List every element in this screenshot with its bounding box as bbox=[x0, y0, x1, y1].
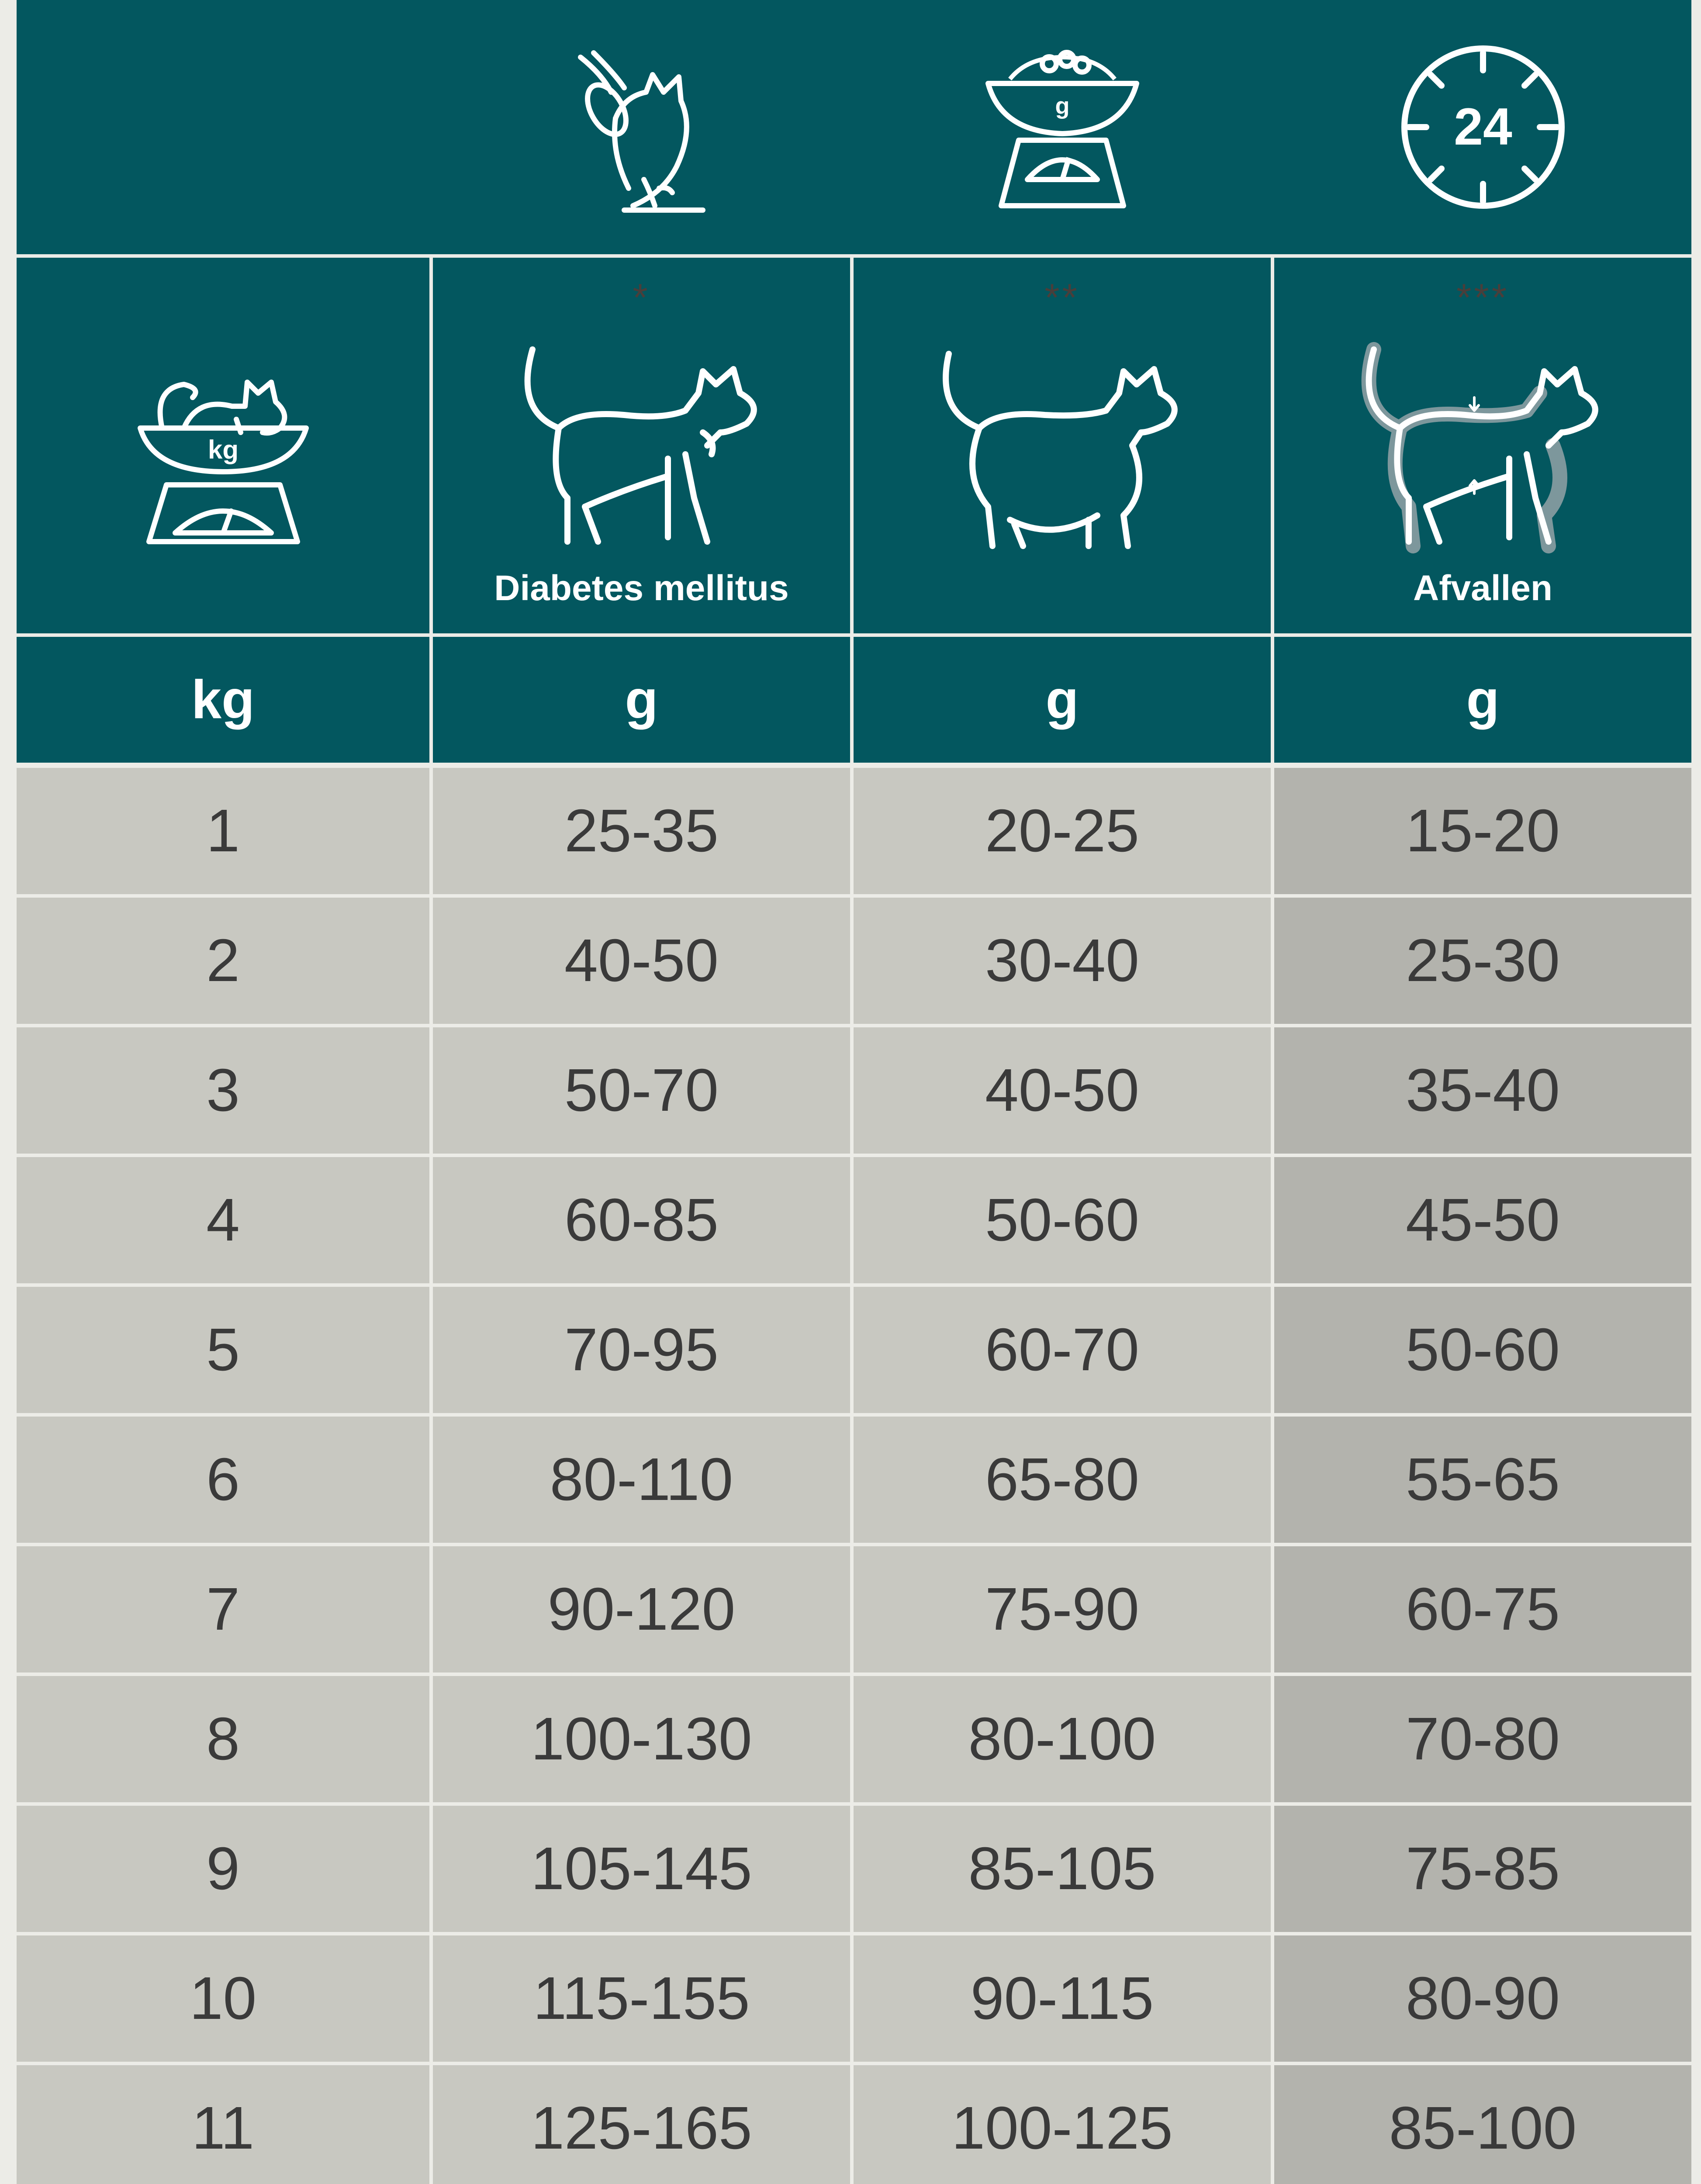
table-cell: 80-90 bbox=[1274, 1935, 1691, 2062]
unit-label: g bbox=[625, 670, 658, 730]
table-cell: 40-50 bbox=[433, 898, 850, 1024]
table-cell: 20-25 bbox=[854, 768, 1271, 894]
table-cell: 30-40 bbox=[854, 898, 1271, 1024]
cat-scale-label: kg bbox=[207, 435, 239, 464]
table-cell: 50-60 bbox=[854, 1157, 1271, 1283]
table-cell: 60-85 bbox=[433, 1157, 850, 1283]
table-cell: 90-120 bbox=[433, 1546, 850, 1673]
unit-header-2 bbox=[854, 637, 1271, 763]
table-cell: 4 bbox=[17, 1157, 429, 1283]
column-mark-2: ** bbox=[1044, 276, 1080, 319]
cat-on-scale-icon bbox=[131, 341, 315, 550]
table-cell: 80-110 bbox=[433, 1417, 850, 1543]
table-cell: 70-80 bbox=[1274, 1676, 1691, 1802]
table-cell: 11 bbox=[17, 2065, 429, 2184]
table-cell: 55-65 bbox=[1274, 1417, 1691, 1543]
food-scale-label: g bbox=[1055, 93, 1069, 119]
table-cell: 75-90 bbox=[854, 1546, 1271, 1673]
food-scale-icon bbox=[854, 0, 1271, 254]
table-cell: 35-40 bbox=[1274, 1027, 1691, 1154]
table-cell: 105-145 bbox=[433, 1806, 850, 1932]
table-cell: 9 bbox=[17, 1806, 429, 1932]
header-col-1 bbox=[433, 258, 850, 633]
icon-band-empty bbox=[17, 0, 429, 254]
table-cell: 7 bbox=[17, 1546, 429, 1673]
table-cell: 85-100 bbox=[1274, 2065, 1691, 2184]
table-cell: 60-70 bbox=[854, 1287, 1271, 1413]
header-cat-on-scale bbox=[17, 258, 429, 633]
unit-label: g bbox=[1045, 670, 1079, 730]
table-cell: 85-105 bbox=[854, 1806, 1271, 1932]
header-col-2 bbox=[854, 258, 1271, 633]
table-cell: 75-85 bbox=[1274, 1806, 1691, 1932]
table-cell: 5 bbox=[17, 1287, 429, 1413]
table-cell: 50-60 bbox=[1274, 1287, 1691, 1413]
cat-overweight-icon bbox=[923, 323, 1202, 568]
table-cell: 10 bbox=[17, 1935, 429, 2062]
table-cell: 100-125 bbox=[854, 2065, 1271, 2184]
cat-normal-icon bbox=[502, 323, 781, 568]
table-cell: 15-20 bbox=[1274, 768, 1691, 894]
column-caption-3: Afvallen bbox=[1413, 568, 1552, 608]
column-mark-1: * bbox=[633, 276, 650, 319]
table-cell: 50-70 bbox=[433, 1027, 850, 1154]
table-cell: 3 bbox=[17, 1027, 429, 1154]
table-cell: 40-50 bbox=[854, 1027, 1271, 1154]
table-cell: 80-100 bbox=[854, 1676, 1271, 1802]
table-cell: 60-75 bbox=[1274, 1546, 1691, 1673]
header-col-3 bbox=[1274, 258, 1691, 633]
table-cell: 8 bbox=[17, 1676, 429, 1802]
table-cell: 70-95 bbox=[433, 1287, 850, 1413]
table-cell: 2 bbox=[17, 898, 429, 1024]
table-cell: 65-80 bbox=[854, 1417, 1271, 1543]
unit-header-0 bbox=[17, 637, 429, 763]
table-cell: 6 bbox=[17, 1417, 429, 1543]
table-cell: 90-115 bbox=[854, 1935, 1271, 2062]
table-cell: 125-165 bbox=[433, 2065, 850, 2184]
clock-label: 24 bbox=[1453, 97, 1512, 156]
table-cell: 1 bbox=[17, 768, 429, 894]
unit-header-3 bbox=[1274, 637, 1691, 763]
table-cell: 45-50 bbox=[1274, 1157, 1691, 1283]
feeding-table bbox=[17, 0, 1684, 2184]
unit-header-1 bbox=[433, 637, 850, 763]
table-cell: 25-35 bbox=[433, 768, 850, 894]
unit-label: g bbox=[1466, 670, 1500, 730]
unit-label: kg bbox=[191, 670, 255, 730]
column-mark-3: *** bbox=[1456, 276, 1509, 319]
table-cell: 115-155 bbox=[433, 1935, 850, 2062]
column-caption-1: Diabetes mellitus bbox=[494, 568, 789, 608]
table-cell: 25-30 bbox=[1274, 898, 1691, 1024]
cat-slimming-icon bbox=[1343, 323, 1623, 568]
clock-24-icon bbox=[1274, 0, 1691, 254]
icon-band bbox=[17, 0, 1691, 254]
cat-eating-icon bbox=[433, 0, 850, 254]
table-cell: 100-130 bbox=[433, 1676, 850, 1802]
